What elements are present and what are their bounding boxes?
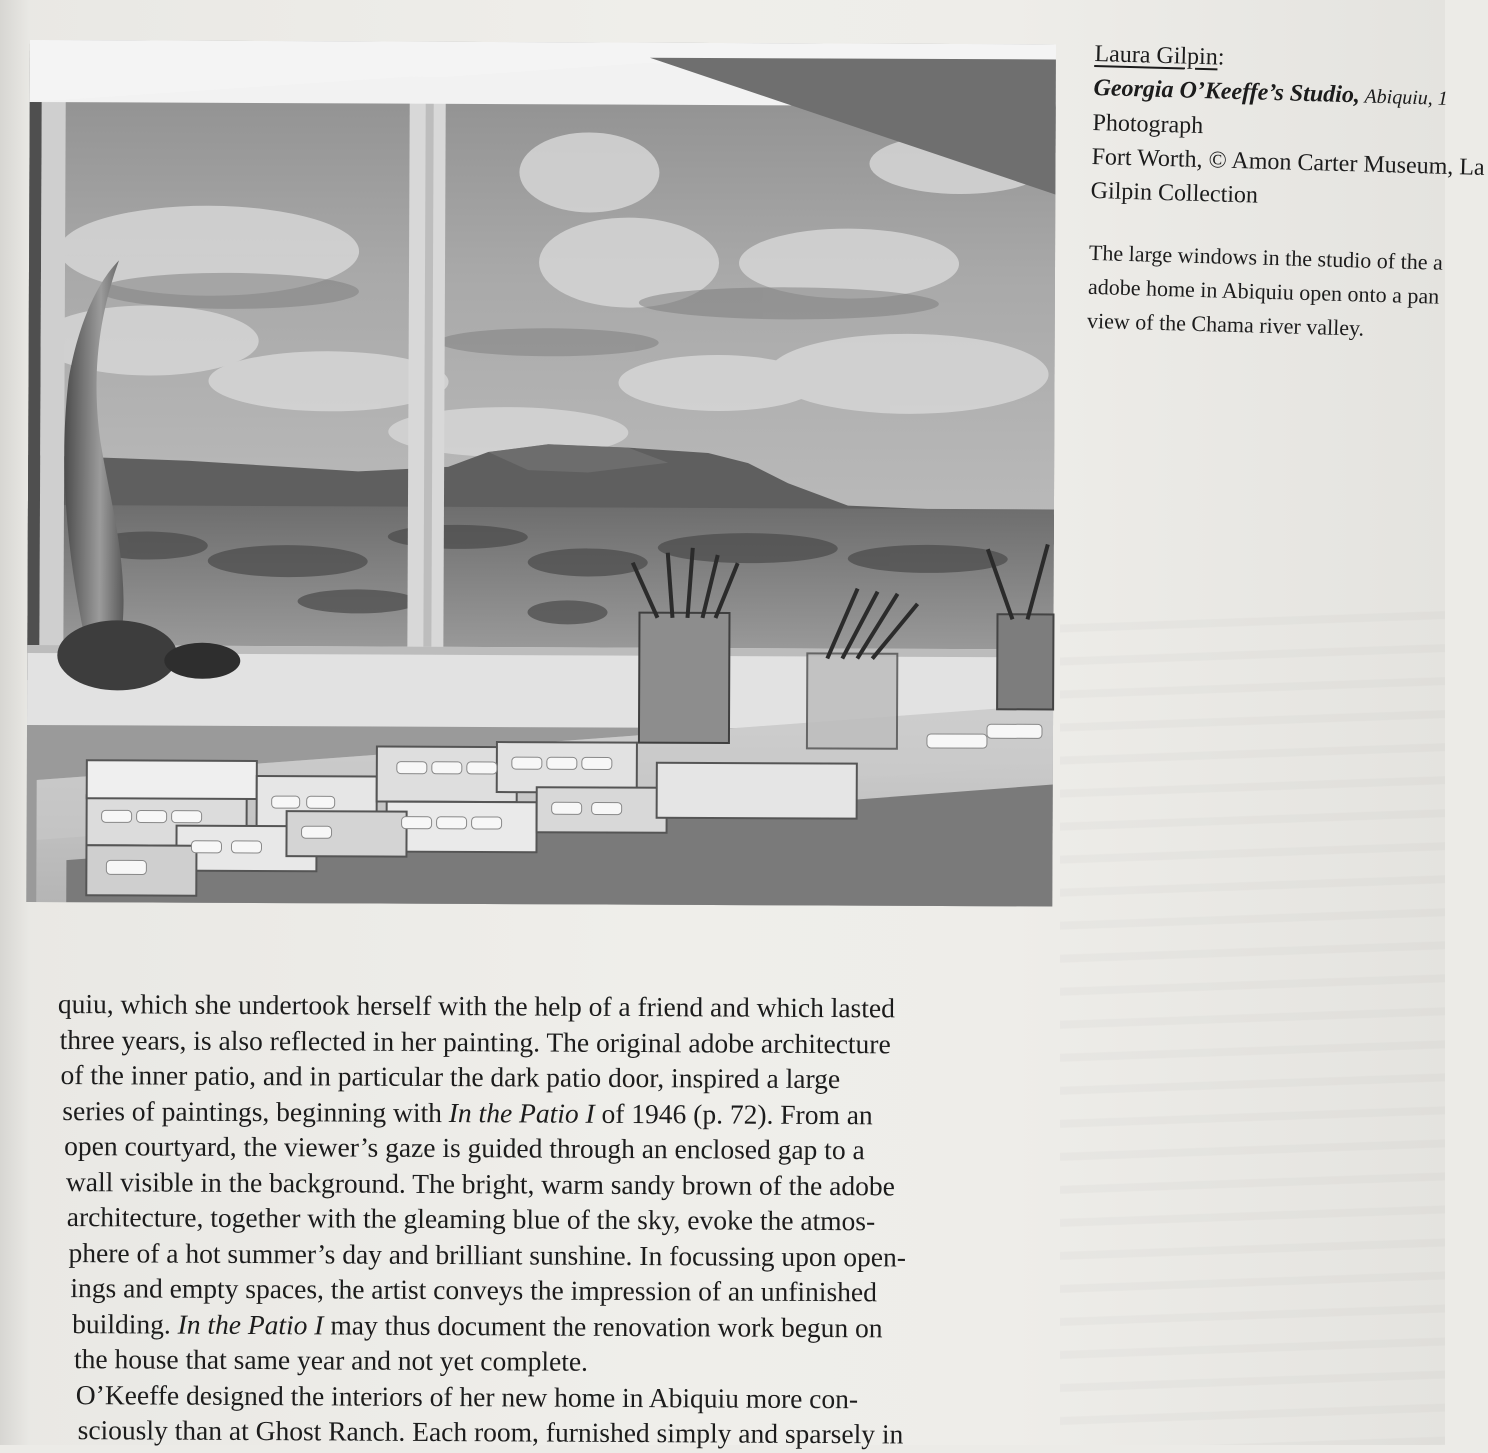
caption-credit-line-2: Gilpin Collection bbox=[1090, 177, 1259, 209]
photo-caption bbox=[1086, 37, 1486, 348]
show-through-texture bbox=[1060, 600, 1445, 1445]
caption-artist-colon: : bbox=[1217, 44, 1225, 71]
glass-jar bbox=[807, 653, 897, 748]
body-line: O’Keeffe designed the interiors of her new home in Abiquiu more con- bbox=[75, 1378, 859, 1414]
window-frame-left bbox=[39, 100, 66, 680]
body-line-text: may thus document the renovation work begun on bbox=[323, 1308, 883, 1343]
body-line: architecture, together with the gleaming blue of the sky, evoke the atmos- bbox=[66, 1201, 876, 1237]
caption-artist: Laura Gilpin bbox=[1094, 40, 1219, 71]
body-line: quiu, which she undertook herself with the help of a friend and which lasted bbox=[57, 988, 895, 1024]
body-line-text: building. bbox=[72, 1307, 178, 1340]
brush-jar bbox=[639, 613, 730, 743]
photo-illustration bbox=[26, 40, 1056, 906]
artwork-title: In the Patio I bbox=[177, 1308, 324, 1340]
body-line-text: series of paintings, beginning with bbox=[62, 1094, 449, 1128]
caption-place: Abiquiu, 1 bbox=[1359, 85, 1449, 110]
gutter-shadow bbox=[0, 0, 30, 1445]
body-line: of the inner patio, and in particular the dark patio door, inspired a large bbox=[60, 1059, 841, 1095]
caption-credit-line-1: Fort Worth, © Amon Carter Museum, La bbox=[1091, 143, 1486, 181]
rock bbox=[57, 620, 177, 691]
body-line: phere of a hot summer’s day and brilliant sunshine. In focussing upon open- bbox=[68, 1236, 907, 1272]
body-line: the house that same year and not yet complete. bbox=[73, 1343, 589, 1377]
artwork-title: In the Patio I bbox=[448, 1096, 595, 1129]
caption-description-line: The large windows in the studio of the a bbox=[1088, 239, 1444, 275]
studio-photograph bbox=[26, 40, 1056, 906]
body-line bbox=[56, 1305, 1046, 1346]
body-line: three years, is also reflected in her painting. The original adobe architecture bbox=[59, 1023, 891, 1059]
caption-description-line: view of the Chama river valley. bbox=[1086, 307, 1365, 341]
caption-description-line: adobe home in Abiquiu open onto a pan bbox=[1087, 273, 1440, 309]
caption-title: Georgia O’Keeffe’s Studio, bbox=[1093, 74, 1361, 109]
body-line: ings and empty spaces, the artist conveys the impression of an unfinished bbox=[70, 1272, 877, 1308]
body-line: wall visible in the background. The bright, warm sandy brown of the adobe bbox=[65, 1165, 895, 1201]
body-line: sciously than at Ghost Ranch. Each room, furnished simply and sparsely in bbox=[77, 1414, 904, 1450]
caption-medium: Photograph bbox=[1092, 109, 1204, 140]
body-line bbox=[57, 1092, 1047, 1133]
body-line-text: of 1946 (p. 72). From an bbox=[594, 1097, 873, 1130]
caption-description bbox=[1087, 236, 1450, 348]
body-line: open courtyard, the viewer’s gaze is guided through an enclosed gap to a bbox=[64, 1130, 865, 1166]
body-text bbox=[56, 986, 1048, 1453]
valley bbox=[27, 505, 1054, 654]
